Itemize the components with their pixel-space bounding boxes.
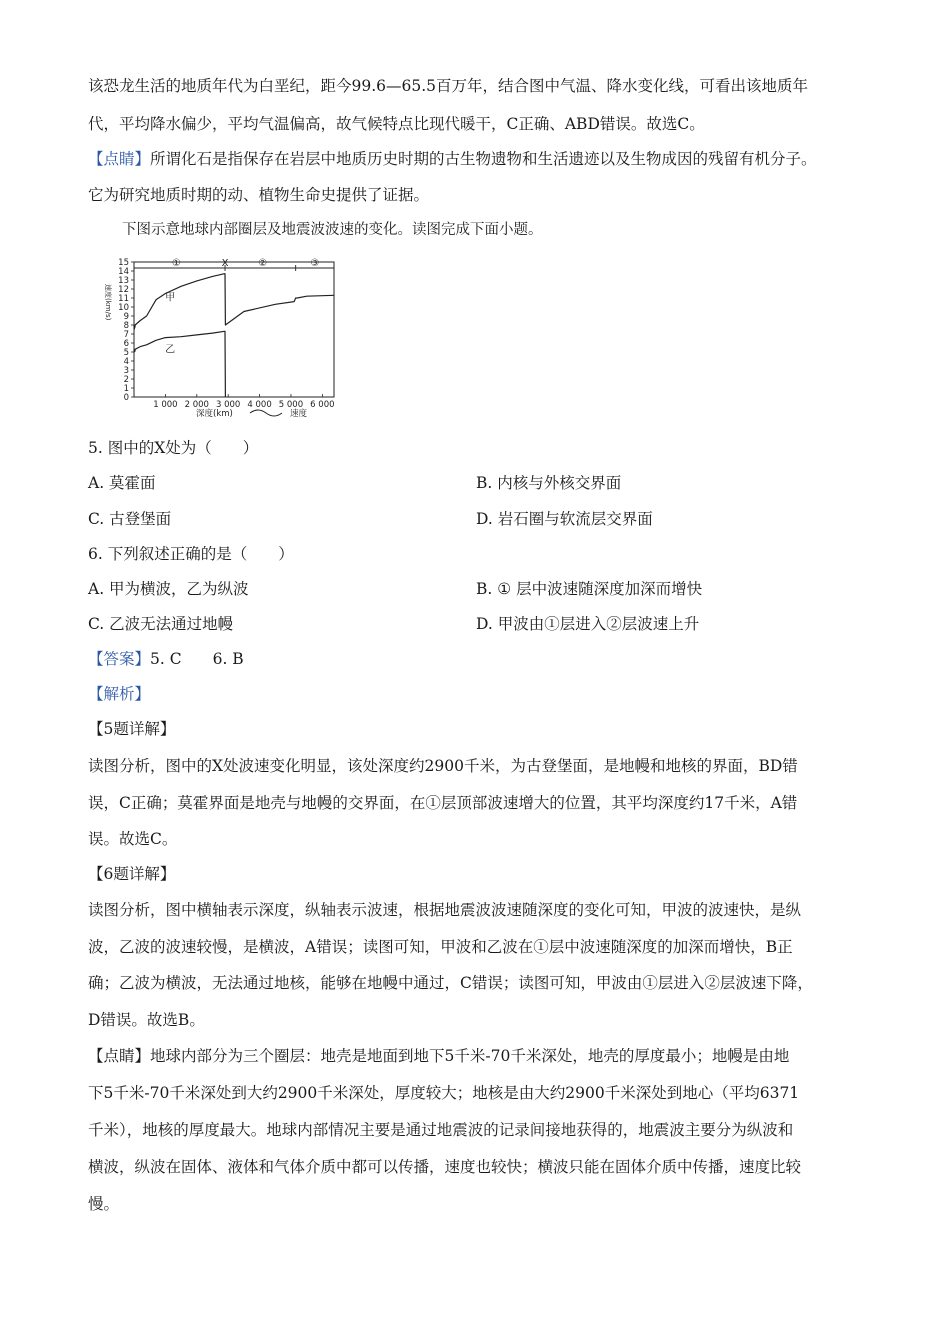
x-axis-ticks	[153, 394, 334, 410]
layer-label: X	[221, 258, 229, 269]
y-axis-label: 速度(km/s)	[104, 284, 112, 321]
tip-line: 慢。	[88, 1195, 120, 1213]
q6-detail-line: 读图分析，图中横轴表示深度，纵轴表示波速，根据地震波波速随深度的变化可知，甲波的波速快，是纵	[88, 901, 802, 919]
x-tick-label: 3 000	[216, 400, 241, 410]
y-tick-label: 12	[118, 285, 129, 295]
q6-option-b: B. ① 层中波速随深度加深而增快	[476, 580, 703, 598]
x-tick-label: 5 000	[278, 400, 304, 410]
layer-label: ③	[310, 258, 320, 269]
q6-option-d: D. 甲波由①层进入②层波速上升	[476, 615, 700, 633]
plot-frame	[134, 262, 334, 397]
q5-detail-line: 读图分析，图中的X处波速变化明显，该处深度约2900千米，为古登堡面，是地幔和地核的界面，BD错	[88, 757, 798, 775]
tip-tag: 【点睛】	[88, 150, 151, 168]
paragraph-line: 代，平均降水偏少，平均气温偏高，故气候特点比现代暖干，C正确、ABD错误。故选C。	[88, 115, 705, 133]
legend-wave-symbol	[250, 410, 282, 416]
q5-detail-line: 误，C正确；莫霍界面是地壳与地幔的交界面，在①层顶部波速增大的位置，其平均深度约17千米，A错	[88, 794, 798, 812]
series-line-jia	[134, 274, 334, 330]
q6-detail-line: 波，乙波的波速较慢，是横波，A错误；读图可知，甲波和乙波在①层中波速随深度的加深而增快，B正	[88, 938, 793, 956]
q6-option-a: A. 甲为横波，乙为纵波	[88, 580, 249, 598]
series-label: 乙	[165, 344, 176, 356]
y-tick-label: 10	[118, 303, 129, 313]
y-tick-label: 9	[123, 312, 129, 322]
y-tick-label: 4	[123, 357, 129, 367]
y-tick-label: 11	[118, 294, 129, 304]
x-tick-label: 2 000	[184, 400, 209, 410]
layer-label: ②	[258, 258, 268, 269]
y-tick-label: 14	[118, 267, 129, 277]
q5-option-d: D. 岩石圈与软流层交界面	[476, 510, 653, 528]
paragraph-line: 该恐龙生活的地质年代为白垩纪，距今99.6—65.5百万年，结合图中气温、降水变化线，可看出该地质年	[88, 77, 809, 95]
tip-line: 千米），地核的厚度最大。地球内部情况主要是通过地震波的记录间接地获得的，地震波主要分为纵波和	[88, 1121, 794, 1139]
q5-option-a: A. 莫霍面	[88, 474, 156, 492]
y-tick-label: 2	[123, 375, 129, 385]
y-axis-ticks	[118, 258, 134, 403]
paragraph-line: 它为研究地质时期的动、植物生命史提供了证据。	[88, 186, 430, 204]
q6-detail-line: 确；乙波为横波，无法通过地核，能够在地幔中通过，C错误；读图可知，甲波由①层进入②层波速下降，	[88, 974, 813, 992]
answer-text: 5. C 6. B	[150, 650, 244, 668]
x-tick-label: 1 000	[153, 400, 178, 410]
y-tick-label: 15	[118, 258, 129, 268]
legend-label: 速度	[290, 409, 308, 419]
tip-tag: 【点睛】	[88, 1047, 151, 1065]
x-axis-label: 深度(km)	[196, 409, 233, 419]
q5-option-c: C. 古登堡面	[88, 510, 172, 528]
tip-paragraph	[88, 149, 817, 169]
tip-text: 所谓化石是指保存在岩层中地质历史时期的古生物遗物和生活遗迹以及生物成因的残留有机分子。	[150, 150, 817, 168]
y-tick-label: 1	[123, 384, 129, 394]
tip-line: 地球内部分为三个圈层：地壳是地面到地下5千米-70千米深处，地壳的厚度最小；地幔是由地	[150, 1047, 790, 1065]
tip-block	[88, 1046, 789, 1066]
q5-stem: 5. 图中的X处为（ ）	[88, 439, 259, 457]
layer-label: ①	[171, 258, 181, 269]
y-tick-label: 7	[123, 330, 129, 340]
answer-tag: 【答案】	[88, 650, 151, 668]
q6-stem: 6. 下列叙述正确的是（ ）	[88, 545, 294, 563]
x-tick-label: 4 000	[247, 400, 272, 410]
series-lines	[134, 274, 334, 397]
y-tick-label: 8	[123, 321, 129, 331]
q6-detail-tag: 【6题详解】	[88, 865, 176, 883]
analysis-tag: 【解析】	[88, 685, 151, 703]
q5-option-b: B. 内核与外核交界面	[476, 474, 622, 492]
series-label: 甲	[165, 292, 176, 304]
answer-line	[88, 649, 244, 669]
q5-detail-tag: 【5题详解】	[88, 720, 176, 738]
y-tick-label: 3	[123, 366, 129, 376]
y-tick-label: 0	[123, 393, 129, 403]
question-intro: 下图示意地球内部圈层及地震波波速的变化。读图完成下面小题。	[122, 222, 543, 238]
q6-option-c: C. 乙波无法通过地幔	[88, 615, 234, 633]
x-tick-label: 6 000	[310, 400, 335, 410]
tip-line: 下5千米-70千米深处到大约2900千米深处，厚度较大；地核是由大约2900千米深处到地心（平均6371	[88, 1084, 800, 1102]
tip-line: 横波，纵波在固体、液体和气体介质中都可以传播，速度也较快；横波只能在固体介质中传播，速度比较	[88, 1158, 802, 1176]
series-line-yi	[134, 331, 225, 397]
q5-detail-line: 误。故选C。	[88, 830, 178, 848]
y-tick-label: 6	[123, 339, 129, 349]
layer-bar	[134, 258, 334, 271]
q6-detail-line: D错误。故选B。	[88, 1011, 205, 1029]
seismic-wave-chart	[100, 254, 350, 420]
y-tick-label: 5	[123, 348, 129, 358]
y-tick-label: 13	[118, 276, 129, 286]
